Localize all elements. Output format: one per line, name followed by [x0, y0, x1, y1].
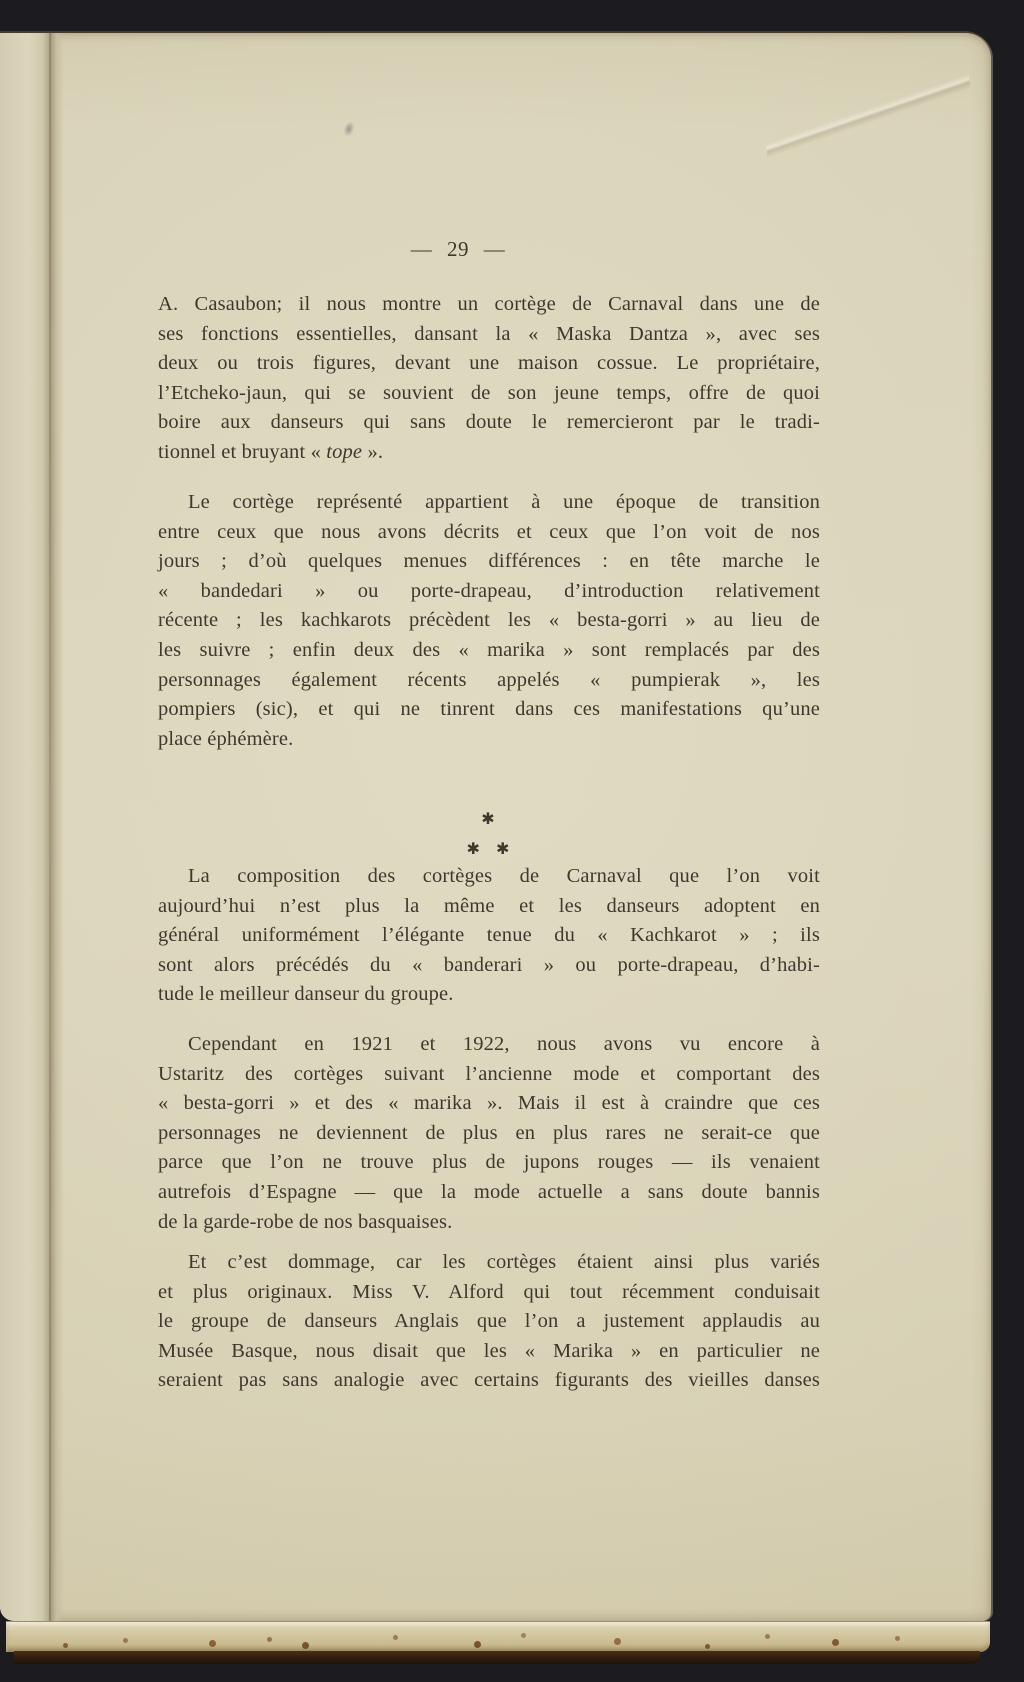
asterisk-pair: ✱ ✱	[466, 839, 510, 858]
foxing-speckles	[6, 1622, 9, 1625]
text-line: personnages également récents appelés « pumpierak », les	[158, 668, 820, 691]
gutter-fold	[0, 33, 64, 1621]
text-line: entre ceux que nous avons décrits et ceux que l’on voit de nos	[158, 520, 820, 543]
text-line: le groupe de danseurs Anglais que l’on a justement applaudis au	[158, 1310, 820, 1333]
text-line: général uniformément l’élégante tenue du « Kachkarot » ; ils	[158, 924, 820, 947]
text-line: sont alors précédés du « banderari » ou porte-drapeau, d’habi-	[158, 953, 820, 976]
text-line: pompiers (sic), et qui ne tinrent dans ces manifestations qu’une	[158, 698, 820, 721]
text-line: seraient pas sans analogie avec certains figurants des vieilles danses	[158, 1369, 820, 1392]
text-line: Cependant en 1921 et 1922, nous avons vu encore à	[188, 1033, 820, 1055]
text-line: « bandedari » ou porte-drapeau, d’introduction relativement	[158, 579, 820, 602]
text-line: jours ; d’où quelques menues différences : en tête marche le	[158, 550, 820, 573]
text-line: les suivre ; enfin deux des « marika » sont remplacés par des	[158, 638, 820, 661]
text-line: de la garde-robe de nos basquaises.	[158, 1210, 453, 1233]
text-line: « besta-gorri » et des « marika ». Mais il est à craindre que ces	[158, 1092, 820, 1115]
text-line: La composition des cortèges de Carnaval que l’on voit	[188, 865, 820, 887]
asterisk: ✱	[481, 809, 495, 828]
text-line: tude le meilleur danseur du groupe.	[158, 983, 454, 1006]
text-line: Le cortège représenté appartient à une époque de transition	[188, 491, 820, 513]
text-line: Musée Basque, nous disait que les « Marika » en particulier ne	[158, 1339, 820, 1362]
text-line: l’Etcheko-jaun, qui se souvient de son jeune temps, offre de quoi	[158, 381, 820, 404]
text-line: deux ou trois figures, devant une maison cossue. Le propriétaire,	[158, 352, 820, 375]
text-line: récente ; les kachkarots précèdent les « besta-gorri » au lieu de	[158, 609, 820, 632]
book-board-edge	[14, 1651, 980, 1664]
page-number: — 29 —	[410, 237, 506, 261]
text-line: aujourd’hui n’est plus la même et les danseurs adoptent en	[158, 894, 820, 917]
paragraph	[158, 862, 820, 1010]
text-line: place éphémère.	[158, 727, 294, 750]
text-line: et plus originaux. Miss V. Alford qui tout récemment conduisait	[158, 1280, 820, 1303]
italic-word: tope	[326, 440, 363, 463]
section-separator	[158, 804, 818, 864]
paragraph	[158, 290, 820, 468]
text-line: Et c’est dommage, car les cortèges étaient ainsi plus variés	[188, 1251, 820, 1273]
text-line: boire aux danseurs qui sans doute le remercieront par le tradi-	[158, 411, 820, 434]
paragraph	[158, 1248, 820, 1396]
text-line: ses fonctions essentielles, dansant la « Maska Dantza », avec ses	[158, 322, 820, 345]
page-edge-stack	[6, 1621, 990, 1652]
paragraph	[158, 488, 820, 754]
text-line: autrefois d’Espagne — que la mode actuelle a sans doute bannis	[158, 1180, 820, 1203]
book-page	[0, 33, 991, 1621]
text-line: parce que l’on ne trouve plus de jupons rouges — ils venaient	[158, 1151, 820, 1174]
text-line: personnages ne deviennent de plus en plus rares ne serait-ce que	[158, 1121, 820, 1144]
text-line: A. Casaubon; il nous montre un cortège de Carnaval dans une de	[158, 293, 820, 315]
text-line: tionnel et bruyant « tope ».	[158, 440, 384, 463]
paragraph	[158, 1030, 820, 1237]
text-line: Ustaritz des cortèges suivant l’ancienne mode et comportant des	[158, 1062, 820, 1085]
